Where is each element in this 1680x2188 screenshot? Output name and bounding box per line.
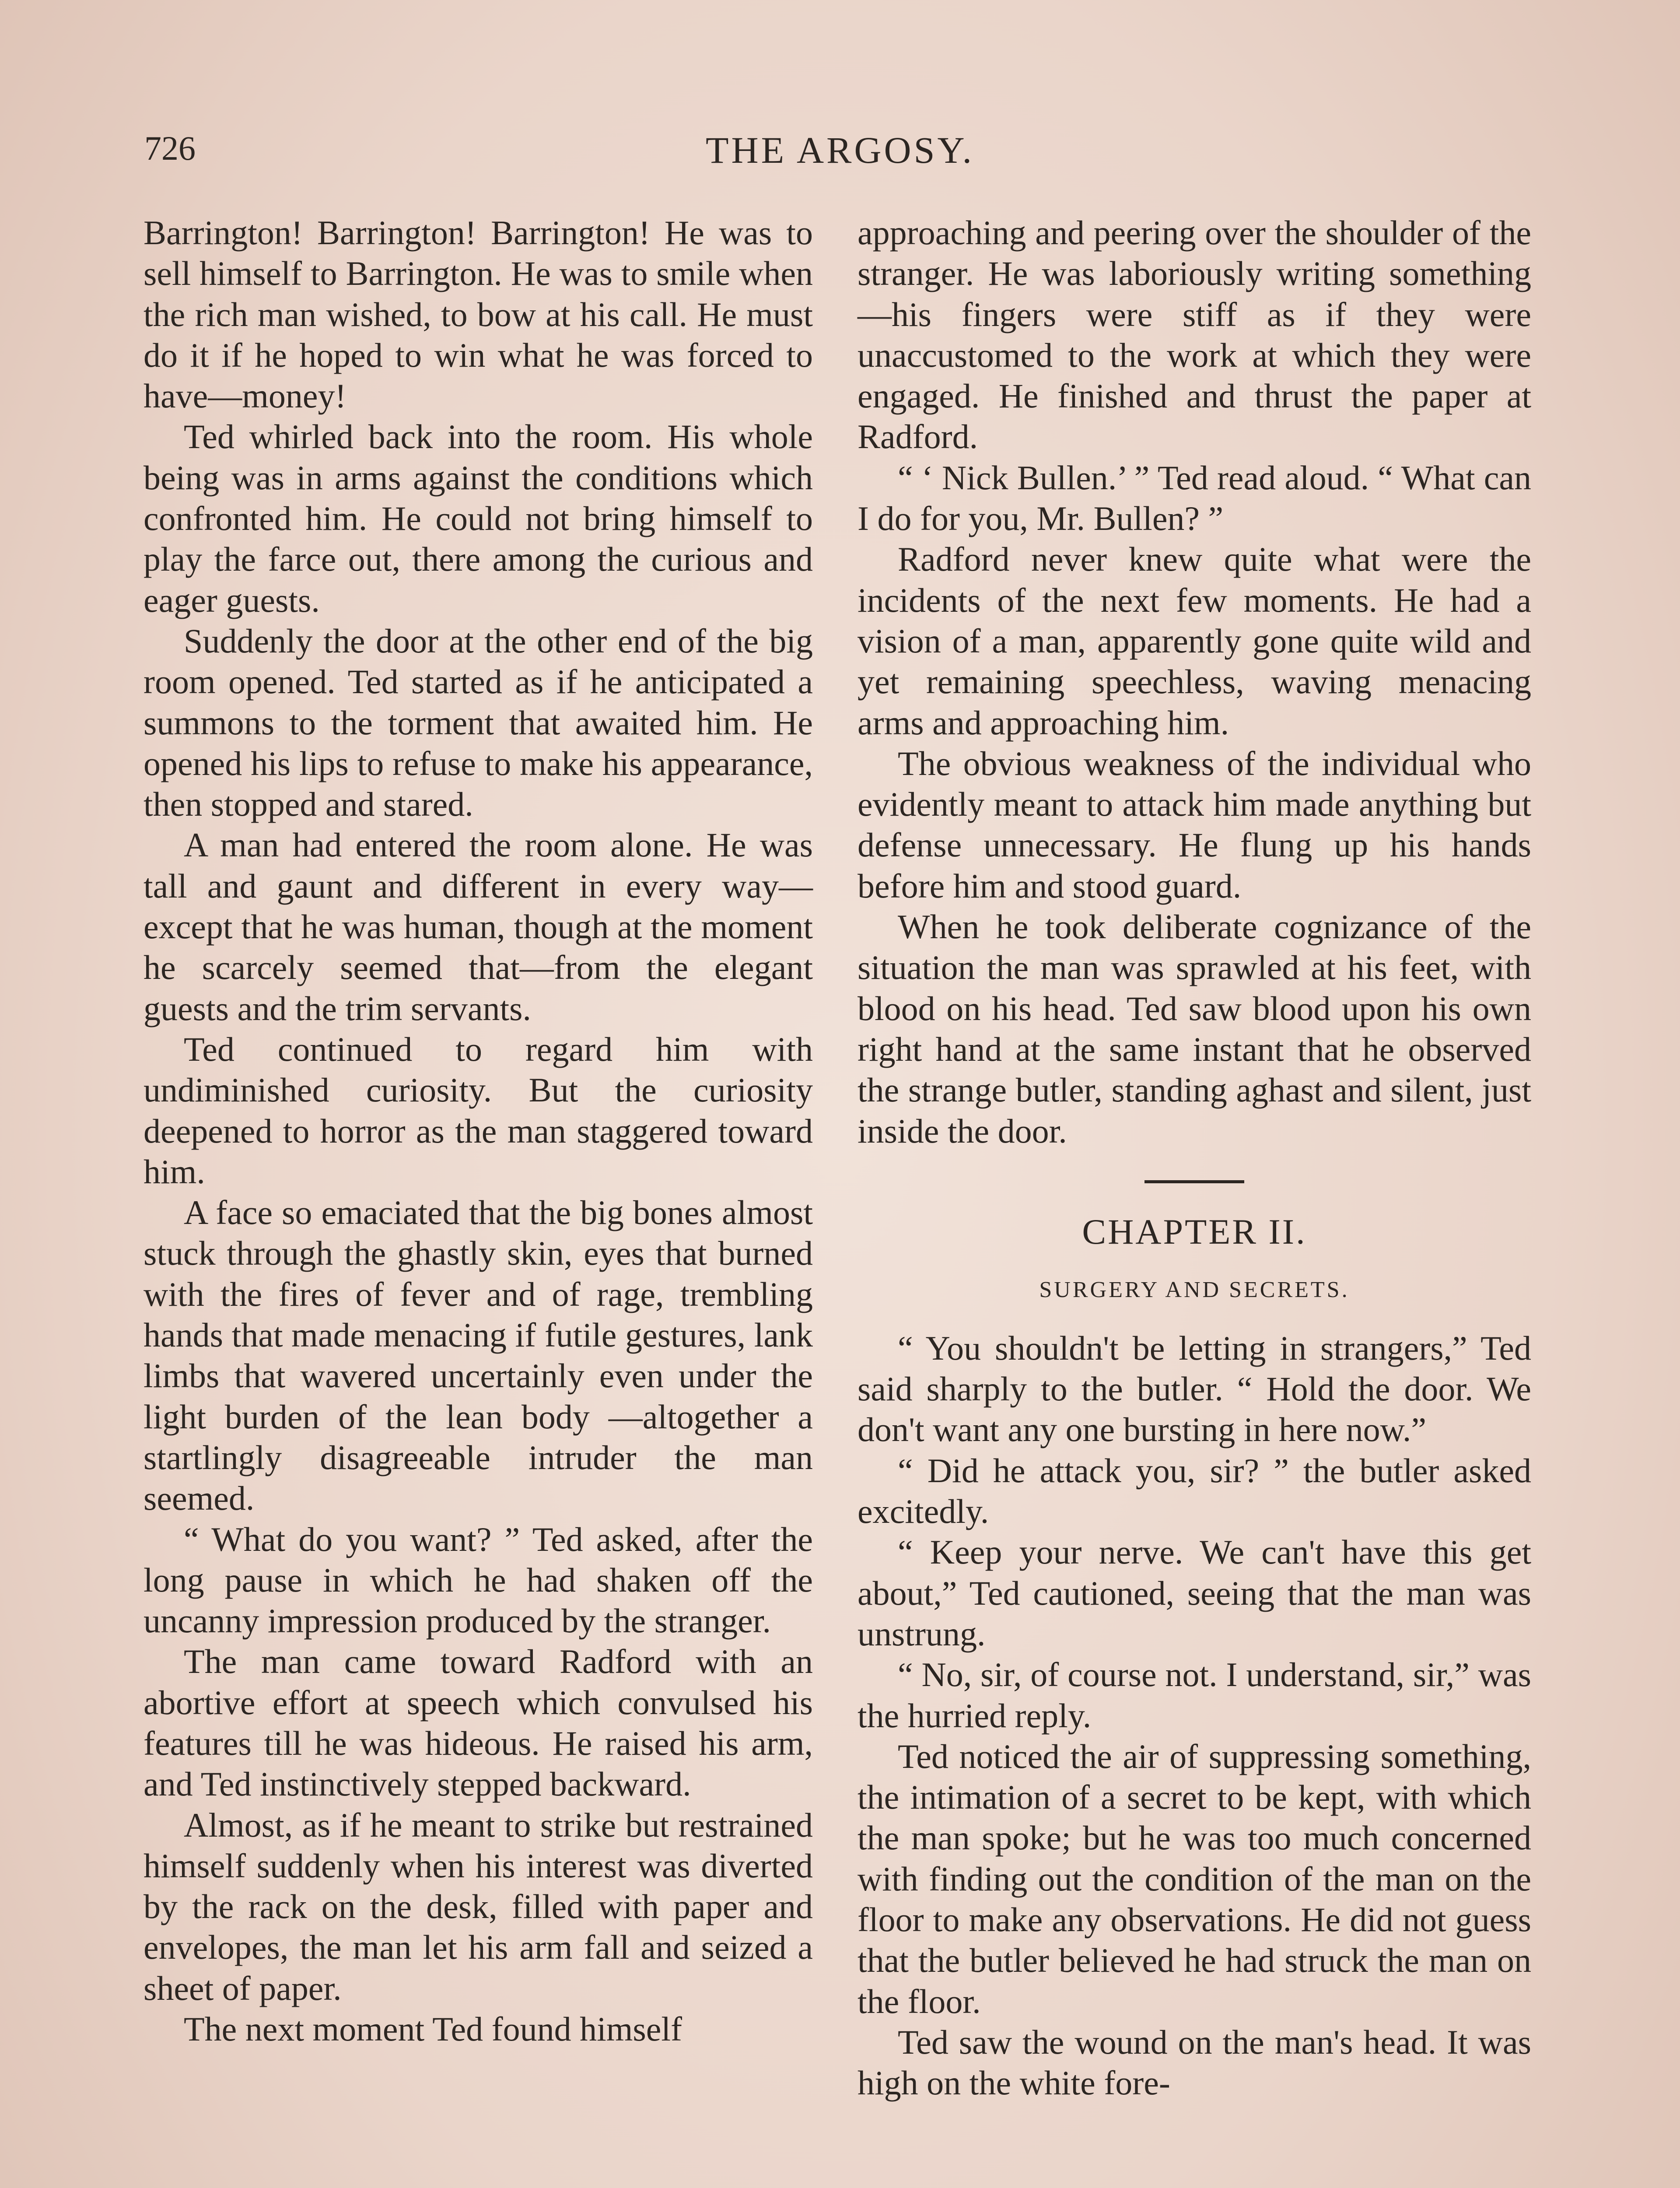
paragraph: “ Keep your nerve. We can't have this get about,” Ted cautioned, seeing that the man was unstrung.	[858, 1533, 1531, 1653]
paragraph: “ Did he attack you, sir? ” the butler asked excitedly.	[858, 1451, 1531, 1531]
section-divider	[1144, 1180, 1244, 1183]
paragraph: Suddenly the door at the other end of the big room opened. Ted started as if he anticipated a summons to the torment that awaited him. He opened his lips to refuse to make his appearance, then stopped and stared.	[144, 621, 813, 824]
paragraph: “ What do you want? ” Ted asked, after the long pause in which he had shaken off the uncanny impression produced by the stranger.	[144, 1520, 813, 1640]
paragraph: When he took deliberate cognizance of the situation the man was sprawled at his feet, with blood on his head. Ted saw blood upon his own right hand at the same instant that he observed the strange butler, standing aghast and silent, just inside the door.	[858, 908, 1531, 1150]
chapter-title: CHAPTER II.	[1082, 1211, 1307, 1252]
paragraph: The man came toward Radford with an abortive effort at speech which convulsed his features till he was hideous. He raised his arm, and Ted instinctively stepped backward.	[144, 1642, 813, 1803]
paragraph: Radford never knew quite what were the incidents of the next few moments. He had a vision of a man, apparently gone quite wild and yet remaining speechless, waving menacing arms and approaching him.	[858, 540, 1531, 742]
paragraph: Almost, as if he meant to strike but restrained himself suddenly when his interest was diverted by the rack on the desk, filled with paper and envelopes, the man let his arm fall and seized a sheet of paper.	[144, 1806, 813, 2007]
paragraph: A face so emaciated that the big bones almost stuck through the ghastly skin, eyes that burned with the fires of fever and of rage, trembling hands that made menacing if futile gestures, lank limbs that wavered uncertainly even under the light burden of the lean body —altogether a startlingly disagreeable intruder the man seemed.	[144, 1193, 813, 1518]
paragraph: Barrington! Barrington! Barrington! He was to sell himself to Barrington. He was to smile when the rich man wished, to bow at his call. He must do it if he hoped to win what he was forced to have—money!	[144, 214, 813, 415]
paragraph: approaching and peering over the shoulder of the stranger. He was laboriously writing something—his fingers were stiff as if they were unaccustomed to the work at which they were engaged. He finished and thrust the paper at Radford.	[858, 214, 1531, 456]
page-number: 726	[144, 129, 196, 167]
left-column	[144, 212, 813, 2049]
paragraph: The next moment Ted found himself	[184, 2010, 682, 2048]
paragraph: “ You shouldn't be letting in strangers,” Ted said sharply to the butler. “ Hold the door. We don't want any one bursting in here now.”	[858, 1329, 1531, 1449]
paragraph: Ted whirled back into the room. His whole being was in arms against the conditions which confronted him. He could not bring himself to play the farce out, there among the curious and eager guests.	[144, 417, 813, 619]
right-column	[858, 212, 1531, 2103]
paragraph: Ted noticed the air of suppressing something, the intimation of a secret to be kept, with which the man spoke; but he was too much concerned with finding out the condition of the man on the floor to make any observations. He did not guess that the butler believed he had struck the man on the floor.	[858, 1737, 1531, 2020]
paragraph: “ ‘ Nick Bullen.’ ” Ted read aloud. “ What can I do for you, Mr. Bullen? ”	[858, 458, 1531, 538]
chapter-subtitle: SURGERY AND SECRETS.	[1039, 1277, 1350, 1302]
running-head: THE ARGOSY.	[706, 129, 974, 171]
paragraph: “ No, sir, of course not. I understand, sir,” was the hurried reply.	[858, 1655, 1531, 1735]
paragraph: Ted saw the wound on the man's head. It was high on the white fore-	[858, 2023, 1531, 2102]
paragraph: A man had entered the room alone. He was tall and gaunt and different in every way—except that he was human, though at the moment he scarcely seemed that—from the elegant guests and the trim servants.	[144, 826, 813, 1027]
paragraph: Ted continued to regard him with undiminished curiosity. But the curiosity deepened to horror as the man staggered toward him.	[144, 1030, 813, 1191]
paragraph: The obvious weakness of the individual who evidently meant to attack him made anything but defense unnecessary. He flung up his hands before him and stood guard.	[858, 744, 1531, 905]
